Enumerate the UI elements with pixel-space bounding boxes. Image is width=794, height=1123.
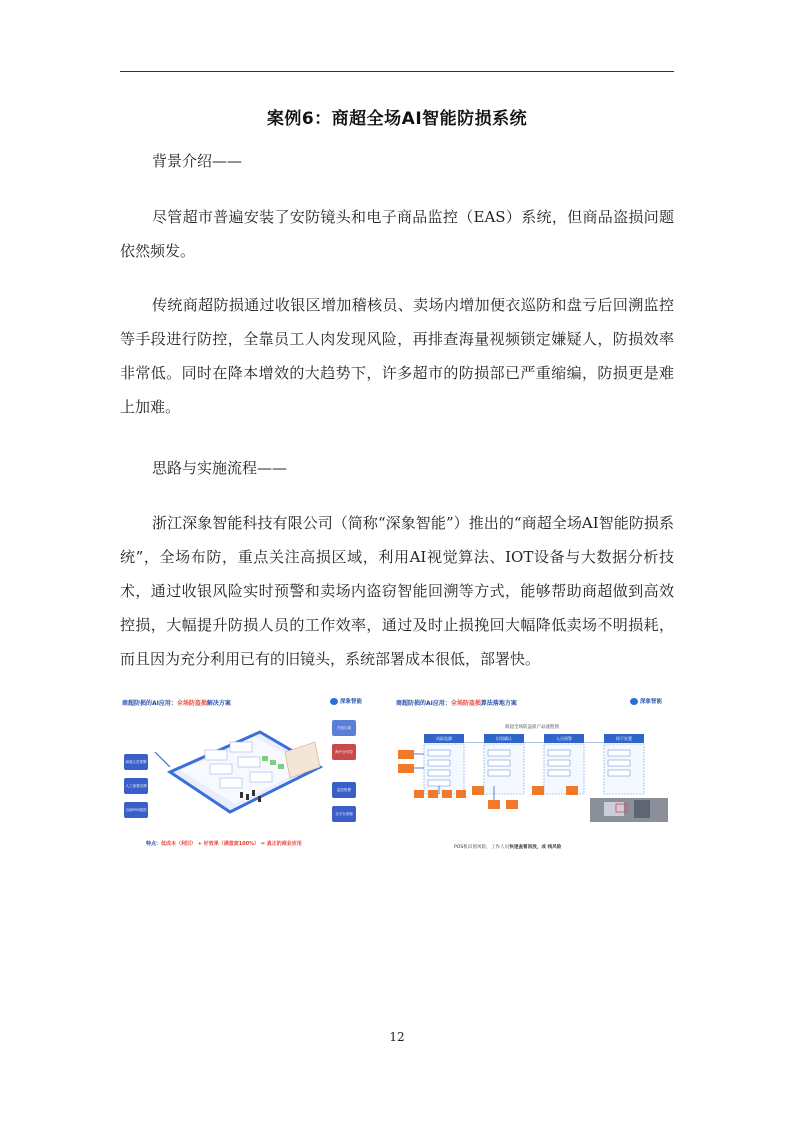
flow-column-warning: 人员预警 bbox=[544, 734, 584, 743]
figure-right-flowchart bbox=[394, 694, 670, 856]
flowchart-title: 商超全场防盗损产品流程图 bbox=[505, 725, 559, 730]
paragraph-1: 尽管超市普遍安装了安防镜头和电子商品监控（EAS）系统，但商品盗损问题依然频发。 bbox=[120, 208, 674, 260]
store-isometric-illustration bbox=[150, 712, 330, 832]
page-title: 案例6：商超全场AI智能防损系统 bbox=[266, 109, 528, 129]
figure-left-logo: 深象智能 bbox=[330, 697, 362, 705]
flowchart-diagram bbox=[394, 742, 670, 822]
figure-left-header: 商超防损的AI应用：全场防盗损解决方案 bbox=[122, 700, 231, 707]
right-label-open-area: 开放区域 bbox=[332, 720, 356, 736]
section-heading-background: 背景介绍—— bbox=[152, 152, 243, 170]
left-label-staff-warning: 商超人员预警 bbox=[124, 754, 148, 770]
left-label-manual-review: 人工查看回溯 bbox=[124, 778, 148, 794]
left-label-pos-report: 自助POS报损 bbox=[124, 802, 148, 818]
section-heading-approach: 思路与实施流程—— bbox=[152, 459, 288, 477]
right-label-alarm: 监控报警 bbox=[332, 782, 356, 798]
flow-column-monitor: 风险监测 bbox=[424, 734, 464, 743]
flow-column-handle: 线下处置 bbox=[604, 734, 644, 743]
paragraph-2: 传统商超防损通过收银区增加稽核员、卖场内增加便衣巡防和盘亏后回溯监控等手段进行防控，全靠员工人肉发现风险，再排查海量视频锁定嫌疑人，防损效率非常低。同时在降本增效的大趋势下，许多超市的防损部已严重缩编，防损更是难上加难。 bbox=[120, 296, 674, 416]
right-label-warehouse: 海外仓布控 bbox=[332, 744, 356, 760]
figure-left-footer: 特点：低成本（利旧） + 好效果（满意度100%） = 真正的商业应用 bbox=[146, 841, 302, 847]
paragraph-3: 浙江深象智能科技有限公司（简称“深象智能”）推出的“商超全场AI智能防损系统”，全场布防，重点关注高损区域，利用AI视觉算法、IOT设备与大数据分析技术，通过收银风险实时预警和卖场内盗窃智能回溯等方式，能够帮助商超做到高效控损，大幅提升防损人员的工作效率，通过及时止损挽回大幅降低卖场不明损耗，而且因为充分利用已有的旧镜头，系统部署成本很低，部署快。 bbox=[120, 514, 674, 668]
figure-right-header: 商超防损的AI应用：全场防盗损算法落地方案 bbox=[396, 700, 517, 707]
figure-left-solution bbox=[120, 694, 362, 856]
right-label-platform: 全平台管理 bbox=[332, 806, 356, 822]
figure-right-footer: POS机识别风险，工作人员快速查看回放，成 线风险 bbox=[454, 845, 562, 850]
header-rule bbox=[120, 71, 674, 72]
flow-column-confirm: 识别确认 bbox=[484, 734, 524, 743]
page-number: 12 bbox=[389, 1030, 405, 1044]
figure-right-logo: 深象智能 bbox=[630, 697, 662, 705]
